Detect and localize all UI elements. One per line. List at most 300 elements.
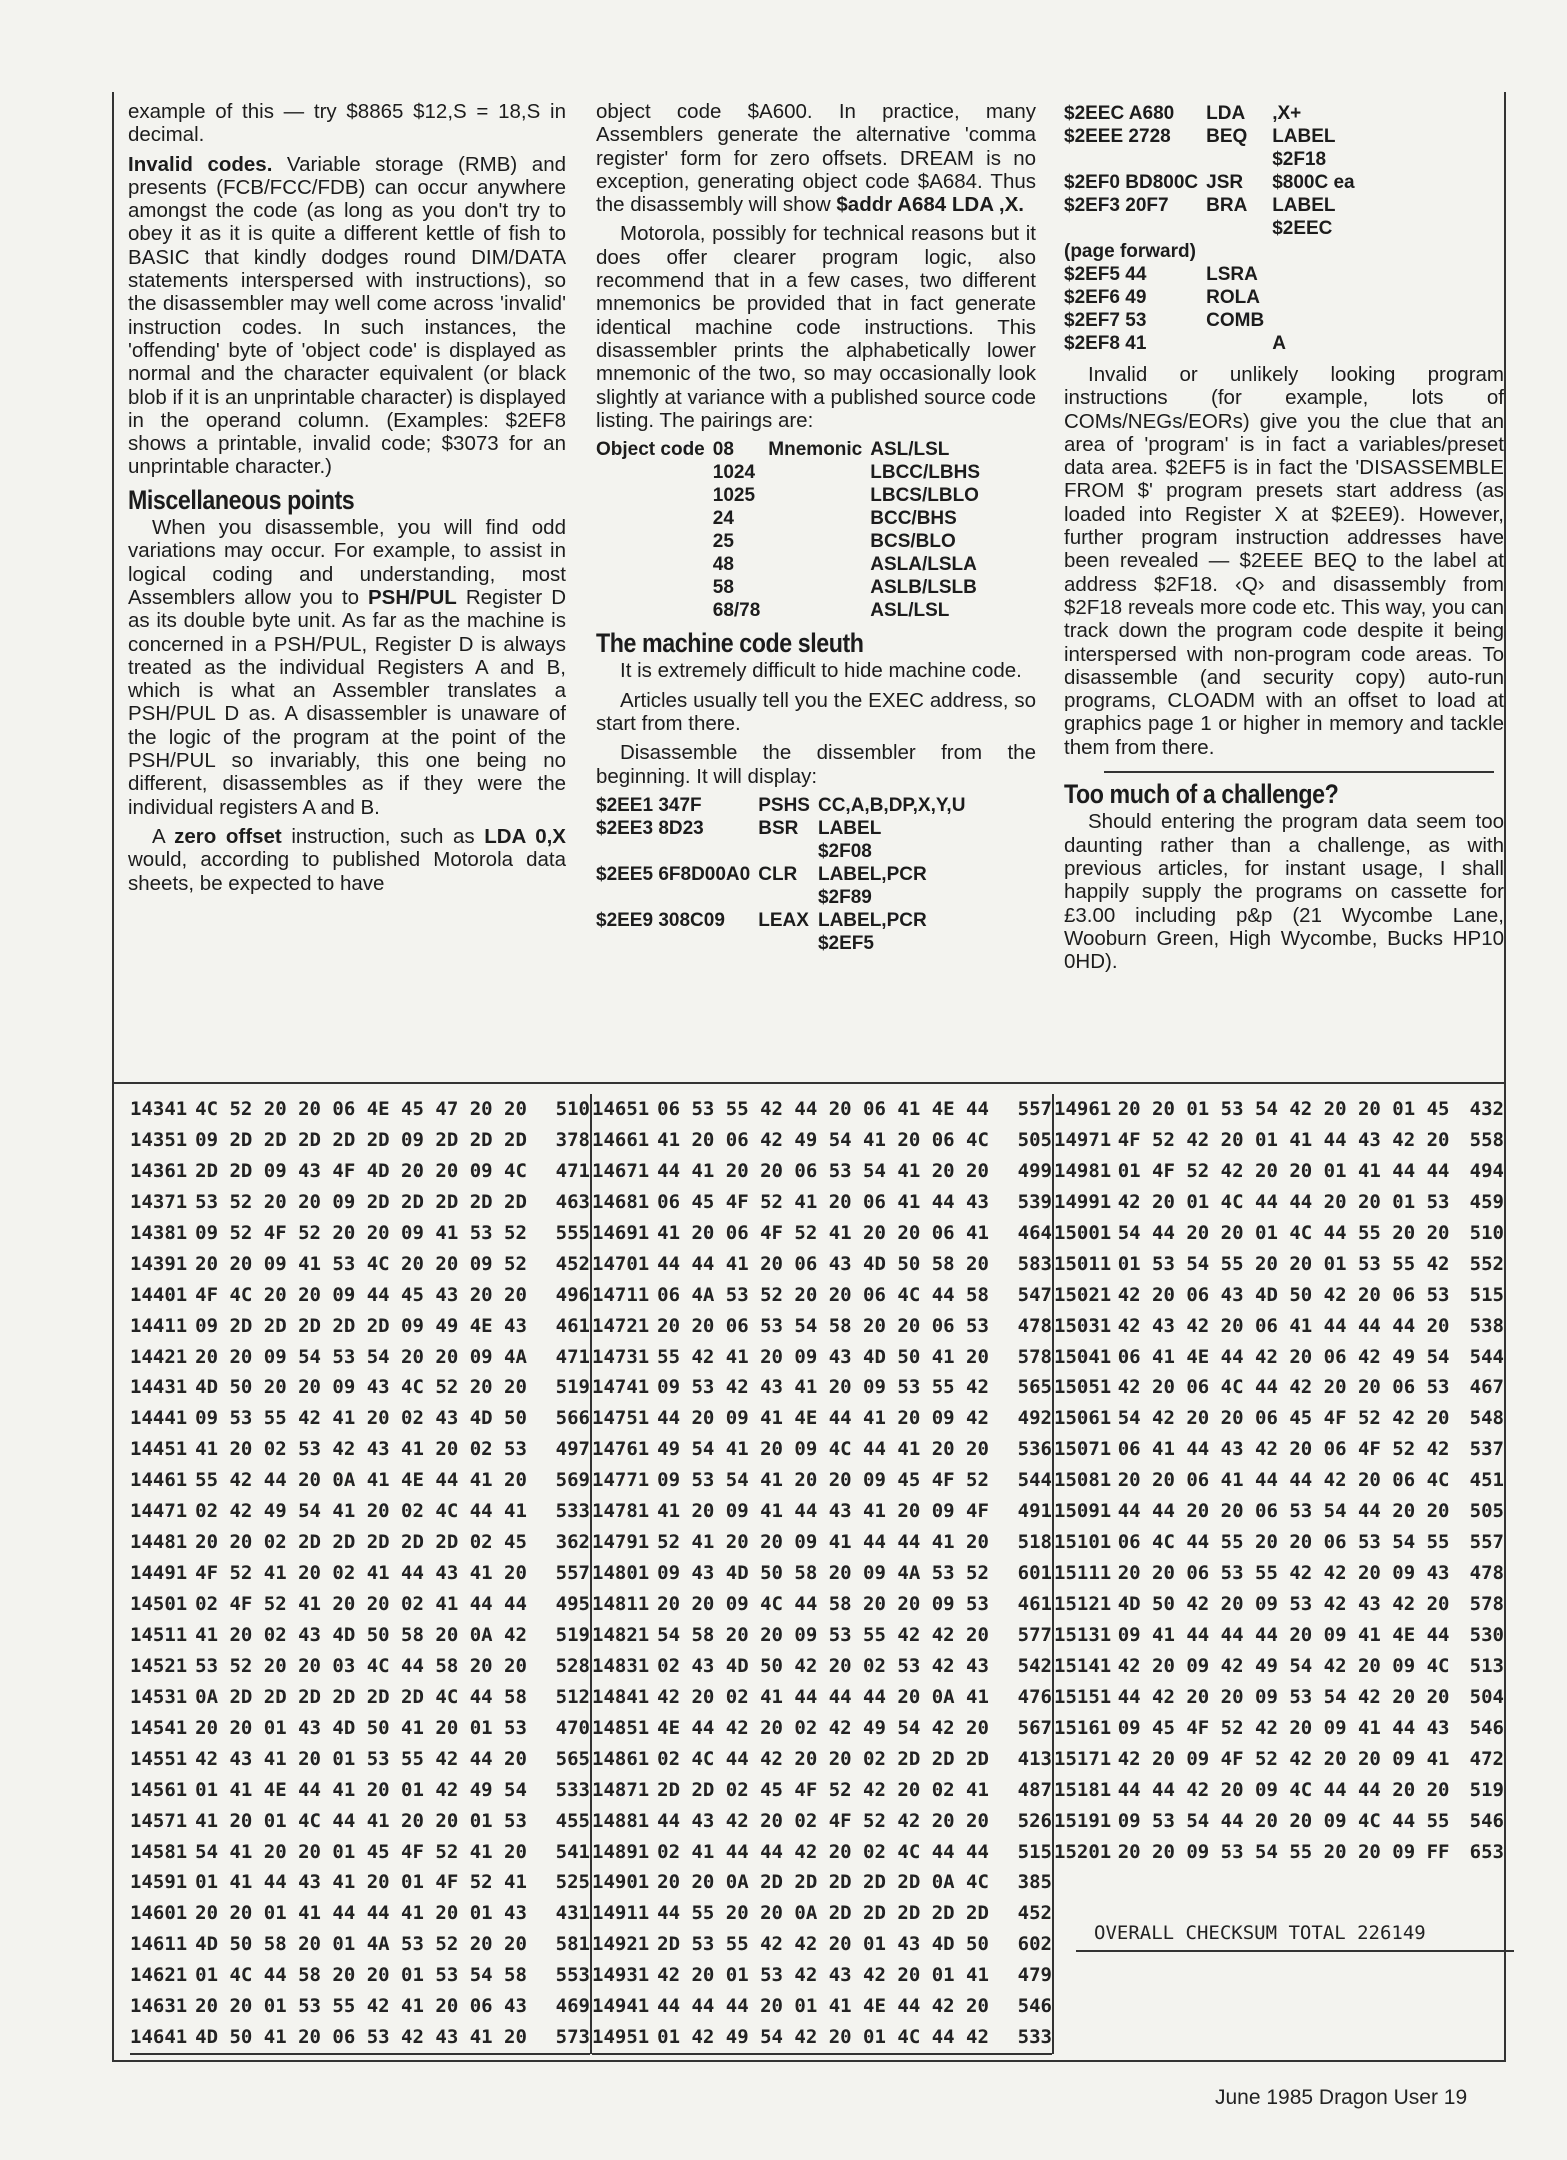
hex-checksum: 533 bbox=[555, 1778, 590, 1801]
text-run: object code $A600. In practice, many Assemblers generate the alternative 'comma register' form for zero offsets. DREAM is no exception, generating object code $A684. Thus the disassembly will show bbox=[596, 100, 1036, 217]
hex-bytes: 42 20 06 43 4D 50 42 20 06 53 bbox=[1117, 1283, 1450, 1306]
hex-row bbox=[592, 1527, 1052, 1558]
code-table-cell: 68/78 bbox=[712, 600, 761, 622]
code-table-cell: LABEL bbox=[817, 817, 882, 839]
code-table-row bbox=[596, 932, 973, 955]
hex-row bbox=[130, 1806, 590, 1837]
hex-address: 14731 bbox=[592, 1345, 650, 1368]
hex-bytes: 20 20 01 53 55 42 41 20 06 43 bbox=[195, 1995, 527, 2018]
code-table-row bbox=[1064, 286, 1363, 309]
code-table-cell: $2EEC A680 bbox=[1064, 103, 1175, 124]
hex-bytes: 4F 52 41 20 02 41 44 43 41 20 bbox=[195, 1562, 527, 1585]
paragraph bbox=[596, 689, 1036, 736]
hex-row bbox=[592, 1775, 1052, 1806]
hex-address: 14721 bbox=[592, 1314, 650, 1337]
hex-address: 14571 bbox=[130, 1809, 188, 1832]
hex-row bbox=[130, 1249, 590, 1280]
hex-bytes: 02 43 4D 50 42 20 02 53 42 43 bbox=[657, 1654, 989, 1677]
hex-address: 15121 bbox=[1054, 1593, 1112, 1615]
code-table-cell: 24 bbox=[712, 508, 734, 530]
hex-bytes: 44 20 09 41 4E 44 41 20 09 42 bbox=[657, 1407, 989, 1430]
code-table-row bbox=[596, 909, 973, 932]
hex-address: 14651 bbox=[592, 1098, 650, 1120]
text-run: Motorola, possibly for technical reasons but it does offer clearer program logic, also recommend that in a few cases, two different mnemonics be provided that in fact generate identical machine code instructions. This disassembler prints the alphabetically lower mnemonic of the two, so may occasionally look slightly at variance with a published source code listing. The pairings are: bbox=[596, 222, 1036, 432]
hex-row bbox=[592, 1187, 1052, 1218]
hex-address: 14711 bbox=[592, 1283, 650, 1306]
hex-address: 14791 bbox=[592, 1531, 650, 1554]
hex-address: 14741 bbox=[592, 1376, 650, 1399]
hex-checksum: 510 bbox=[1469, 1221, 1504, 1244]
paragraph bbox=[128, 825, 566, 895]
hex-address: 14581 bbox=[130, 1840, 188, 1863]
hex-row bbox=[592, 1867, 1052, 1898]
hex-bytes: 44 44 41 20 06 43 4D 50 58 20 bbox=[657, 1252, 989, 1275]
text-run: Variable storage (RMB) and presents (FCB/FCC/FDB) can occur anywhere amongst the code (as long as you don't try to obey it as it is quite a different kettle of fish to BASIC that kindly dodges round DIM/DATA statements interspersed with instructions), so the disassembler may well come across 'invalid' instruction codes. In such instances, the 'offending' byte of 'object code' is displayed as normal and the character equivalent (or black blob if it is an unprintable character) is displayed in the operand column. (Examples: $2EF8 shows a printable, invalid code; $3073 for an unprintable character.) bbox=[128, 152, 566, 479]
hex-checksum: 601 bbox=[1017, 1562, 1052, 1585]
hex-row bbox=[592, 1744, 1052, 1775]
hex-address: 14701 bbox=[592, 1252, 650, 1275]
hex-bytes: 2D 2D 09 43 4F 4D 20 20 09 4C bbox=[195, 1159, 527, 1182]
hex-checksum: 565 bbox=[555, 1747, 590, 1770]
code-table-cell bbox=[768, 599, 870, 622]
hex-address: 15141 bbox=[1054, 1654, 1112, 1677]
code-table-cell: BEQ bbox=[1206, 126, 1248, 147]
hex-row bbox=[592, 1929, 1052, 1960]
hex-checksum: 487 bbox=[1017, 1778, 1052, 1801]
hex-bytes: 09 41 44 44 44 20 09 41 4E 44 bbox=[1117, 1623, 1450, 1646]
hex-bytes: 01 4F 52 42 20 20 01 41 44 44 bbox=[1117, 1159, 1450, 1182]
hex-checksum: 541 bbox=[555, 1840, 590, 1863]
hex-checksum: 583 bbox=[1017, 1252, 1052, 1275]
hex-checksum: 472 bbox=[1469, 1747, 1504, 1770]
code-table-cell bbox=[768, 530, 870, 553]
hex-row bbox=[1054, 1280, 1504, 1311]
hex-row bbox=[130, 1156, 590, 1187]
hex-address: 14691 bbox=[592, 1221, 650, 1244]
hex-checksum: 581 bbox=[555, 1933, 590, 1956]
hex-row bbox=[130, 1837, 590, 1868]
hex-checksum: 569 bbox=[555, 1469, 590, 1492]
hex-bytes: 54 58 20 20 09 53 55 42 42 20 bbox=[657, 1623, 989, 1646]
code-table-cell: $2EEE 2728 bbox=[1064, 126, 1171, 147]
code-table-row bbox=[596, 484, 988, 507]
code-table-cell: ASLA/LSLA bbox=[870, 554, 977, 576]
code-table-cell bbox=[768, 576, 870, 599]
code-table-row bbox=[596, 438, 988, 461]
hex-checksum: 510 bbox=[555, 1098, 590, 1120]
hex-bytes: 42 20 09 4F 52 42 20 20 09 41 bbox=[1117, 1747, 1450, 1770]
code-table-cell bbox=[758, 886, 818, 909]
hex-address: 14371 bbox=[130, 1190, 188, 1213]
hex-bytes: 02 4F 52 41 20 20 02 41 44 44 bbox=[195, 1593, 527, 1615]
hex-row bbox=[130, 1403, 590, 1434]
hex-row bbox=[130, 1620, 590, 1651]
hex-address: 14671 bbox=[592, 1159, 650, 1182]
hex-checksum: 515 bbox=[1017, 1840, 1052, 1863]
hex-row bbox=[1054, 1249, 1504, 1280]
hex-checksum: 452 bbox=[1017, 1902, 1052, 1925]
code-table-row bbox=[596, 794, 973, 817]
hex-checksum: 505 bbox=[1017, 1128, 1052, 1151]
code-table-cell: PSHS bbox=[758, 794, 810, 816]
code-table-cell: $2EF5 bbox=[817, 932, 874, 954]
hex-row bbox=[130, 1094, 590, 1125]
hex-row bbox=[592, 1156, 1052, 1187]
overall-checksum: OVERALL CHECKSUM TOTAL 226149 bbox=[1076, 1922, 1514, 1952]
hex-bytes: 06 41 4E 44 42 20 06 42 49 54 bbox=[1117, 1345, 1450, 1368]
hex-row bbox=[1054, 1125, 1504, 1156]
code-table-cell bbox=[596, 886, 758, 909]
hex-bytes: 42 20 01 4C 44 44 20 20 01 53 bbox=[1117, 1190, 1450, 1213]
hex-row bbox=[130, 1991, 590, 2022]
hex-bytes: 06 45 4F 52 41 20 06 41 44 43 bbox=[657, 1190, 989, 1213]
hex-address: 14681 bbox=[592, 1190, 650, 1213]
code-table-cell bbox=[758, 932, 818, 955]
section-heading: Miscellaneous points bbox=[128, 484, 355, 515]
section-heading: Too much of a challenge? bbox=[1064, 779, 1339, 810]
hex-address: 15091 bbox=[1054, 1500, 1112, 1523]
code-table-cell: ,X+ bbox=[1272, 103, 1302, 124]
code-table-cell: $2F08 bbox=[817, 840, 872, 862]
hex-checksum: 538 bbox=[1469, 1314, 1504, 1337]
hex-row bbox=[592, 1496, 1052, 1527]
hex-address: 15061 bbox=[1054, 1407, 1112, 1430]
hex-row bbox=[1054, 1403, 1504, 1434]
hex-checksum: 461 bbox=[1017, 1593, 1052, 1615]
code-table-row bbox=[596, 553, 988, 576]
hex-row bbox=[130, 1744, 590, 1775]
text-run: example of this — try $8865 $12,S = 18,S in decimal. bbox=[128, 100, 566, 147]
hex-row bbox=[592, 1372, 1052, 1403]
hex-address: 14831 bbox=[592, 1654, 650, 1677]
hex-bytes: 01 42 49 54 42 20 01 4C 44 42 bbox=[657, 2026, 989, 2049]
bold-text: PSH/PUL bbox=[367, 585, 457, 609]
code-table-cell: LABEL,PCR bbox=[817, 909, 927, 931]
hex-row bbox=[592, 1960, 1052, 1991]
code-table-cell: ASL/LSL bbox=[870, 439, 950, 461]
code-table-cell: 1025 bbox=[712, 485, 756, 507]
hex-row bbox=[1054, 1311, 1504, 1342]
hex-checksum: 533 bbox=[1017, 2026, 1052, 2049]
hex-row bbox=[592, 1651, 1052, 1682]
hex-bytes: 41 20 09 41 44 43 41 20 09 4F bbox=[657, 1500, 989, 1523]
hex-row bbox=[130, 1867, 590, 1898]
code-table-cell bbox=[1272, 240, 1362, 263]
hex-checksum: 557 bbox=[555, 1562, 590, 1585]
hex-checksum: 479 bbox=[1017, 1964, 1052, 1987]
hex-address: 14971 bbox=[1054, 1128, 1112, 1151]
paragraph bbox=[596, 659, 1036, 682]
hex-address: 15051 bbox=[1054, 1376, 1112, 1399]
hex-listing-column-2 bbox=[592, 1094, 1054, 2054]
paragraph bbox=[128, 100, 566, 147]
hex-address: 15191 bbox=[1054, 1809, 1112, 1832]
hex-bytes: 20 20 01 43 4D 50 41 20 01 53 bbox=[195, 1716, 527, 1739]
hex-row bbox=[592, 1620, 1052, 1651]
code-table-cell bbox=[768, 461, 870, 484]
code-table-cell bbox=[1272, 286, 1362, 309]
hex-checksum: 536 bbox=[1017, 1438, 1052, 1461]
hex-checksum: 533 bbox=[555, 1500, 590, 1523]
code-table-cell bbox=[596, 932, 758, 955]
hex-bytes: 53 52 20 20 09 2D 2D 2D 2D 2D bbox=[195, 1190, 527, 1213]
hex-checksum: 552 bbox=[1469, 1252, 1504, 1275]
hex-bytes: 09 2D 2D 2D 2D 2D 09 49 4E 43 bbox=[195, 1314, 527, 1337]
code-table-cell: $2EF6 49 bbox=[1064, 287, 1147, 308]
code-table-row bbox=[1064, 263, 1363, 286]
hex-row bbox=[1054, 1156, 1504, 1187]
hex-address: 15071 bbox=[1054, 1438, 1112, 1461]
hex-address: 14341 bbox=[130, 1098, 188, 1120]
code-table-cell: CC,A,B,DP,X,Y,U bbox=[817, 794, 966, 816]
code-table-cell bbox=[596, 840, 758, 863]
hex-row bbox=[130, 1434, 590, 1465]
hex-bytes: 53 52 20 20 03 4C 44 58 20 20 bbox=[195, 1654, 527, 1677]
hex-address: 14851 bbox=[592, 1716, 650, 1739]
hex-bytes: 44 44 44 20 01 41 4E 44 42 20 bbox=[657, 1995, 989, 2018]
code-table-cell bbox=[596, 553, 713, 576]
hex-bytes: 20 20 02 2D 2D 2D 2D 2D 02 45 bbox=[195, 1531, 527, 1554]
code-table-cell: JSR bbox=[1206, 172, 1244, 193]
code-table-cell bbox=[1206, 148, 1272, 171]
hex-listing-column-3 bbox=[1054, 1094, 1504, 1867]
hex-row bbox=[592, 1094, 1052, 1125]
code-table-cell: 48 bbox=[712, 554, 734, 576]
hex-bytes: 44 42 20 20 09 53 54 42 20 20 bbox=[1117, 1685, 1450, 1708]
code-table-cell: $2EE9 308C09 bbox=[596, 909, 725, 931]
hex-bytes: 09 53 54 41 20 20 09 45 4F 52 bbox=[657, 1469, 989, 1492]
code-table-row bbox=[596, 530, 988, 553]
code-table-row bbox=[596, 886, 973, 909]
hex-checksum: 505 bbox=[1469, 1500, 1504, 1523]
hex-address: 14951 bbox=[592, 2026, 650, 2049]
code-table-cell: $800C ea bbox=[1272, 172, 1355, 193]
hex-address: 14501 bbox=[130, 1593, 188, 1615]
hex-address: 14781 bbox=[592, 1500, 650, 1523]
hex-checksum: 494 bbox=[1469, 1159, 1504, 1182]
hex-bytes: 06 53 55 42 44 20 06 41 4E 44 bbox=[657, 1098, 989, 1120]
code-table-cell: CLR bbox=[758, 863, 798, 885]
hex-address: 14551 bbox=[130, 1747, 188, 1770]
hex-row bbox=[1054, 1837, 1504, 1868]
hex-address: 15101 bbox=[1054, 1531, 1112, 1554]
hex-address: 14871 bbox=[592, 1778, 650, 1801]
hex-address: 15201 bbox=[1054, 1840, 1112, 1863]
hex-bytes: 20 20 09 54 53 54 20 20 09 4A bbox=[195, 1345, 527, 1368]
hex-row bbox=[1054, 1713, 1504, 1744]
hex-row bbox=[592, 1218, 1052, 1249]
hex-bytes: 4F 4C 20 20 09 44 45 43 20 20 bbox=[195, 1283, 527, 1306]
code-table bbox=[596, 794, 973, 955]
hex-address: 14921 bbox=[592, 1933, 650, 1956]
hex-bytes: 42 20 02 41 44 44 44 20 0A 41 bbox=[657, 1685, 989, 1708]
hex-address: 14911 bbox=[592, 1902, 650, 1925]
code-table-cell: BCC/BHS bbox=[870, 508, 957, 530]
hex-bytes: 20 20 01 53 54 42 20 20 01 45 bbox=[1117, 1098, 1450, 1120]
hex-address: 14351 bbox=[130, 1128, 188, 1151]
hex-checksum: 542 bbox=[1017, 1654, 1052, 1677]
hex-checksum: 557 bbox=[1469, 1531, 1504, 1554]
code-table-cell bbox=[596, 599, 713, 622]
hex-address: 14901 bbox=[592, 1871, 650, 1894]
hex-row bbox=[130, 1929, 590, 1960]
hex-row bbox=[592, 1311, 1052, 1342]
hex-row bbox=[130, 2022, 590, 2055]
hex-checksum: 469 bbox=[555, 1995, 590, 2018]
hex-checksum: 519 bbox=[555, 1623, 590, 1646]
hex-address: 14431 bbox=[130, 1376, 188, 1399]
hex-row bbox=[1054, 1775, 1504, 1806]
bold-text: zero offset bbox=[174, 824, 282, 848]
text-run: instruction, such as bbox=[281, 824, 485, 848]
hex-row bbox=[130, 1342, 590, 1373]
code-table-cell bbox=[1206, 332, 1272, 355]
code-table-row bbox=[596, 840, 973, 863]
code-table-cell: 08 bbox=[712, 439, 734, 461]
hex-listing bbox=[114, 1082, 1504, 2062]
hex-checksum: 544 bbox=[1017, 1469, 1052, 1492]
hex-checksum: 378 bbox=[555, 1128, 590, 1151]
code-table-cell bbox=[768, 484, 870, 507]
hex-address: 15001 bbox=[1054, 1221, 1112, 1244]
hex-row bbox=[592, 1465, 1052, 1496]
code-table-cell: LEAX bbox=[758, 909, 809, 931]
hex-checksum: 515 bbox=[1469, 1283, 1504, 1306]
hex-checksum: 602 bbox=[1017, 1933, 1052, 1956]
hex-address: 14961 bbox=[1054, 1098, 1112, 1120]
hex-checksum: 464 bbox=[1017, 1221, 1052, 1244]
hex-address: 14801 bbox=[592, 1562, 650, 1585]
hex-address: 15041 bbox=[1054, 1345, 1112, 1368]
section-heading: The machine code sleuth bbox=[596, 628, 864, 659]
code-table bbox=[1064, 102, 1363, 355]
hex-bytes: 44 43 42 20 02 4F 52 42 20 20 bbox=[657, 1809, 989, 1832]
hex-address: 14361 bbox=[130, 1159, 188, 1182]
hex-address: 14461 bbox=[130, 1469, 188, 1492]
code-table-cell bbox=[596, 461, 713, 484]
article-column-1 bbox=[128, 100, 566, 901]
code-table-cell bbox=[596, 576, 713, 599]
hex-address: 14471 bbox=[130, 1500, 188, 1523]
code-table-cell: 1024 bbox=[712, 462, 756, 484]
divider-rule bbox=[1104, 771, 1494, 773]
hex-bytes: 41 20 06 4F 52 41 20 20 06 41 bbox=[657, 1221, 989, 1244]
hex-checksum: 526 bbox=[1017, 1809, 1052, 1832]
code-table-row bbox=[596, 863, 973, 886]
hex-row bbox=[130, 1527, 590, 1558]
code-table-cell: $2EF5 44 bbox=[1064, 264, 1147, 285]
hex-bytes: 20 20 09 53 54 55 20 20 09 FF bbox=[1117, 1840, 1450, 1863]
hex-bytes: 09 53 54 44 20 20 09 4C 44 55 bbox=[1117, 1809, 1450, 1832]
code-table-cell: LABEL,PCR bbox=[817, 863, 927, 885]
code-table-row bbox=[1064, 194, 1363, 217]
hex-checksum: 544 bbox=[1469, 1345, 1504, 1368]
hex-address: 14531 bbox=[130, 1685, 188, 1708]
hex-checksum: 491 bbox=[1017, 1500, 1052, 1523]
hex-bytes: 55 42 44 20 0A 41 4E 44 41 20 bbox=[195, 1469, 527, 1492]
hex-checksum: 525 bbox=[555, 1871, 590, 1894]
hex-address: 14841 bbox=[592, 1685, 650, 1708]
code-table-row bbox=[1064, 240, 1363, 263]
bold-text: $addr A684 LDA ,X. bbox=[836, 193, 1024, 217]
hex-checksum: 567 bbox=[1017, 1716, 1052, 1739]
hex-row bbox=[130, 1898, 590, 1929]
hex-row bbox=[592, 1280, 1052, 1311]
hex-checksum: 578 bbox=[1469, 1593, 1504, 1615]
hex-address: 14411 bbox=[130, 1314, 188, 1337]
hex-row bbox=[1054, 1496, 1504, 1527]
code-table-cell: 58 bbox=[712, 577, 734, 599]
hex-address: 14541 bbox=[130, 1716, 188, 1739]
hex-bytes: 54 41 20 20 01 45 4F 52 41 20 bbox=[195, 1840, 527, 1863]
hex-row bbox=[1054, 1620, 1504, 1651]
hex-address: 14451 bbox=[130, 1438, 188, 1461]
hex-bytes: 4E 44 42 20 02 42 49 54 42 20 bbox=[657, 1716, 989, 1739]
hex-address: 14941 bbox=[592, 1995, 650, 2018]
code-table-row bbox=[1064, 102, 1363, 125]
hex-checksum: 432 bbox=[1469, 1098, 1504, 1120]
hex-address: 14511 bbox=[130, 1623, 188, 1646]
hex-bytes: 09 45 4F 52 42 20 09 41 44 43 bbox=[1117, 1716, 1450, 1739]
hex-bytes: 06 4C 44 55 20 20 06 53 54 55 bbox=[1117, 1531, 1450, 1554]
hex-bytes: 4D 50 58 20 01 4A 53 52 20 20 bbox=[195, 1933, 527, 1956]
hex-row bbox=[130, 1682, 590, 1713]
code-table-cell: $2F89 bbox=[817, 886, 872, 908]
hex-listing-column-1 bbox=[130, 1094, 592, 2054]
hex-bytes: 42 20 06 4C 44 42 20 20 06 53 bbox=[1117, 1376, 1450, 1399]
hex-bytes: 4F 52 42 20 01 41 44 43 42 20 bbox=[1117, 1128, 1450, 1151]
hex-bytes: 20 20 06 41 44 44 42 20 06 4C bbox=[1117, 1469, 1450, 1492]
hex-row bbox=[1054, 1372, 1504, 1403]
code-table-cell: BSR bbox=[758, 817, 799, 839]
article-column-2 bbox=[596, 100, 1036, 963]
hex-bytes: 2D 2D 02 45 4F 52 42 20 02 41 bbox=[657, 1778, 989, 1801]
hex-checksum: 539 bbox=[1017, 1190, 1052, 1213]
hex-bytes: 01 41 4E 44 41 20 01 42 49 54 bbox=[195, 1778, 527, 1801]
hex-address: 14381 bbox=[130, 1221, 188, 1244]
text-run: Should entering the program data seem too daunting rather than a challenge, as with previous articles, for instant usage, I shall happily supply the programs on cassette for £3.00 including p&p (21 Wycombe Lane, Wooburn Green, High Wycombe, Bucks HP10 0HD). bbox=[1064, 810, 1504, 974]
text-run: Invalid or unlikely looking program instructions (for example, lots of COMs/NEGs/EORs) give you the clue that an area of 'program' is in fact a variables/preset data area. $2EF5 is in fact the 'DISASSEMBLE FROM $' program presets start address (as loaded into Register X at $2EE9). However, further program instruction addresses have been revealed — $2EEE BEQ to the label at address $2F18. ‹Q› and disassembly from $2F18 reveals more code etc. This way, you can track down the program code despite it being interspersed with non-program code areas. To disassemble (and security copy) auto-run programs, CLOADM with an offset to load at graphics page 1 or higher in memory and tackle them from there. bbox=[1064, 363, 1504, 759]
hex-address: 14521 bbox=[130, 1654, 188, 1677]
code-table-cell: LSRA bbox=[1206, 264, 1258, 285]
text-run: When you disassemble, you will find odd variations may occur. For example, to assist in logical coding and understanding, most Assemblers allow you to bbox=[128, 516, 566, 609]
hex-bytes: 54 42 20 20 06 45 4F 52 42 20 bbox=[1117, 1407, 1450, 1430]
hex-bytes: 20 20 06 53 54 58 20 20 06 53 bbox=[657, 1314, 989, 1337]
hex-row bbox=[1054, 1806, 1504, 1837]
hex-address: 15131 bbox=[1054, 1623, 1112, 1646]
hex-row bbox=[592, 1806, 1052, 1837]
hex-bytes: 44 44 42 20 09 4C 44 44 20 20 bbox=[1117, 1778, 1450, 1801]
hex-address: 15111 bbox=[1054, 1562, 1112, 1585]
hex-bytes: 4D 50 41 20 06 53 42 43 41 20 bbox=[195, 2026, 527, 2049]
code-table-cell bbox=[768, 507, 870, 530]
hex-row bbox=[130, 1589, 590, 1620]
hex-checksum: 557 bbox=[1017, 1098, 1052, 1120]
hex-checksum: 537 bbox=[1469, 1438, 1504, 1461]
hex-address: 14751 bbox=[592, 1407, 650, 1430]
hex-row bbox=[1054, 1558, 1504, 1589]
code-table-cell bbox=[1206, 217, 1272, 240]
hex-checksum: 578 bbox=[1017, 1345, 1052, 1368]
hex-bytes: 41 20 02 43 4D 50 58 20 0A 42 bbox=[195, 1623, 527, 1646]
hex-address: 14881 bbox=[592, 1809, 650, 1832]
hex-checksum: 546 bbox=[1469, 1716, 1504, 1739]
hex-checksum: 519 bbox=[555, 1376, 590, 1399]
hex-checksum: 471 bbox=[555, 1345, 590, 1368]
code-table-cell: $2EF3 20F7 bbox=[1064, 195, 1169, 216]
hex-bytes: 01 4C 44 58 20 20 01 53 54 58 bbox=[195, 1964, 527, 1987]
hex-checksum: 497 bbox=[555, 1438, 590, 1461]
